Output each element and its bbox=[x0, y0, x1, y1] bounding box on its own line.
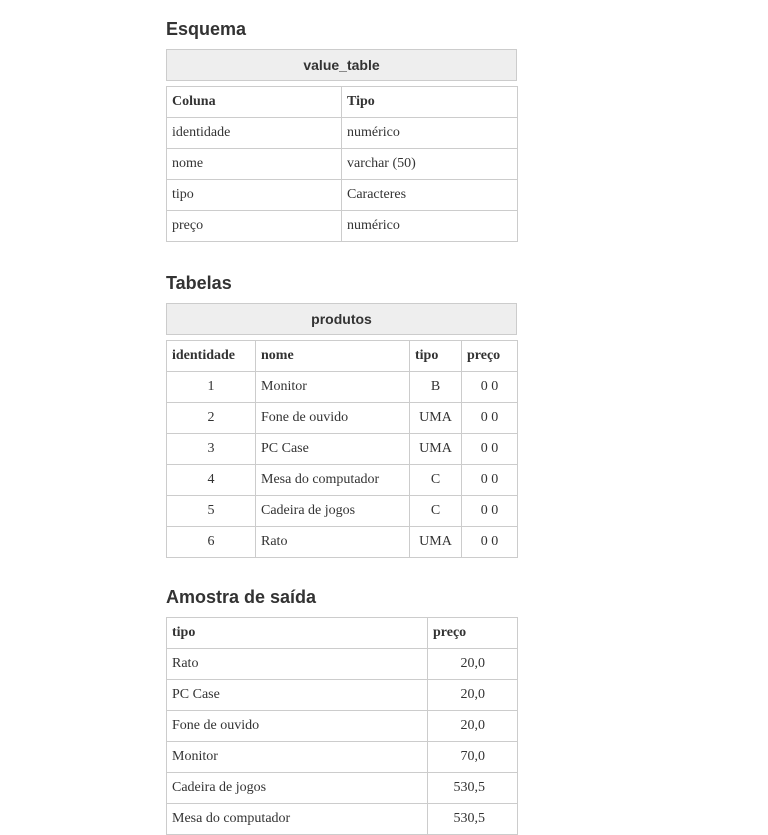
products-cell: PC Case bbox=[256, 434, 410, 465]
output-col-header: tipo bbox=[167, 618, 428, 649]
products-cell: B bbox=[410, 372, 462, 403]
output-cell: 530,5 bbox=[428, 804, 518, 835]
products-cell: 2 bbox=[167, 403, 256, 434]
schema-cell: nome bbox=[167, 149, 342, 180]
table-row bbox=[167, 465, 518, 496]
schema-col-header: Tipo bbox=[342, 87, 518, 118]
schema-cell: tipo bbox=[167, 180, 342, 211]
schema-cell: varchar (50) bbox=[342, 149, 518, 180]
products-cell: 0 0 bbox=[462, 372, 518, 403]
table-row bbox=[167, 711, 518, 742]
output-header-row bbox=[167, 618, 518, 649]
products-cell: 6 bbox=[167, 527, 256, 558]
products-col-header: preço bbox=[462, 341, 518, 372]
schema-cell: identidade bbox=[167, 118, 342, 149]
products-cell: Monitor bbox=[256, 372, 410, 403]
schema-table-name: value_table bbox=[166, 49, 517, 81]
table-row bbox=[167, 118, 518, 149]
output-cell: Rato bbox=[167, 649, 428, 680]
schema-heading: Esquema bbox=[166, 19, 247, 39]
output-cell: 20,0 bbox=[428, 680, 518, 711]
products-cell: 0 0 bbox=[462, 434, 518, 465]
table-row bbox=[167, 211, 518, 242]
products-cell: C bbox=[410, 465, 462, 496]
output-cell: Fone de ouvido bbox=[167, 711, 428, 742]
main-content bbox=[166, 0, 517, 835]
products-cell: Cadeira de jogos bbox=[256, 496, 410, 527]
products-cell: UMA bbox=[410, 403, 462, 434]
output-heading: Amostra de saída bbox=[166, 587, 317, 607]
table-row bbox=[167, 372, 518, 403]
products-cell: 0 0 bbox=[462, 527, 518, 558]
products-table bbox=[166, 340, 518, 558]
schema-table bbox=[166, 86, 518, 242]
output-cell: 20,0 bbox=[428, 711, 518, 742]
table-row bbox=[167, 680, 518, 711]
output-cell: Monitor bbox=[167, 742, 428, 773]
products-col-header: tipo bbox=[410, 341, 462, 372]
table-row bbox=[167, 742, 518, 773]
schema-cell: numérico bbox=[342, 211, 518, 242]
products-cell: 0 0 bbox=[462, 403, 518, 434]
tables-heading: Tabelas bbox=[166, 273, 232, 293]
products-col-header: identidade bbox=[167, 341, 256, 372]
output-cell: Mesa do computador bbox=[167, 804, 428, 835]
products-cell: 0 0 bbox=[462, 496, 518, 527]
products-cell: 0 0 bbox=[462, 465, 518, 496]
products-cell: Rato bbox=[256, 527, 410, 558]
output-cell: 70,0 bbox=[428, 742, 518, 773]
table-row bbox=[167, 649, 518, 680]
products-cell: 3 bbox=[167, 434, 256, 465]
products-cell: 1 bbox=[167, 372, 256, 403]
schema-col-header: Coluna bbox=[167, 87, 342, 118]
schema-cell: preço bbox=[167, 211, 342, 242]
products-col-header: nome bbox=[256, 341, 410, 372]
schema-cell: Caracteres bbox=[342, 180, 518, 211]
table-row bbox=[167, 496, 518, 527]
output-col-header: preço bbox=[428, 618, 518, 649]
products-cell: Mesa do computador bbox=[256, 465, 410, 496]
table-row bbox=[167, 403, 518, 434]
products-cell: Fone de ouvido bbox=[256, 403, 410, 434]
output-cell: 20,0 bbox=[428, 649, 518, 680]
products-header-row bbox=[167, 341, 518, 372]
output-cell: 530,5 bbox=[428, 773, 518, 804]
products-cell: UMA bbox=[410, 434, 462, 465]
table-row bbox=[167, 773, 518, 804]
schema-header-row bbox=[167, 87, 518, 118]
products-cell: 5 bbox=[167, 496, 256, 527]
schema-cell: numérico bbox=[342, 118, 518, 149]
output-cell: PC Case bbox=[167, 680, 428, 711]
products-cell: UMA bbox=[410, 527, 462, 558]
products-cell: 4 bbox=[167, 465, 256, 496]
output-table bbox=[166, 617, 518, 835]
table-row bbox=[167, 527, 518, 558]
table-row bbox=[167, 180, 518, 211]
table-row bbox=[167, 149, 518, 180]
products-cell: C bbox=[410, 496, 462, 527]
products-table-name: produtos bbox=[166, 303, 517, 335]
output-cell: Cadeira de jogos bbox=[167, 773, 428, 804]
table-row bbox=[167, 804, 518, 835]
table-row bbox=[167, 434, 518, 465]
